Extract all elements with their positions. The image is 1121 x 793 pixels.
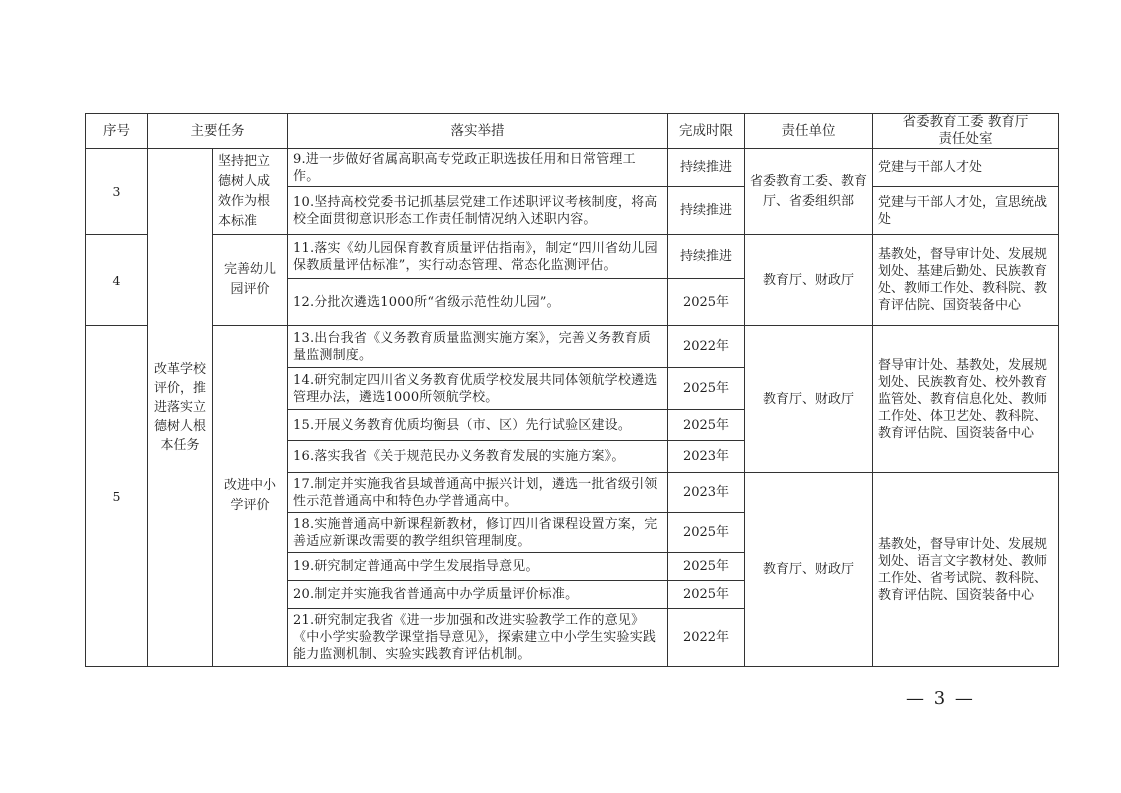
office-cell: 督导审计处、基教处，发展规划处、民族教育处、校外教育监管处、教育信息化处、教师工作处、体卫艺处、教科院、教育评估院、国资装备中心 [873,326,1059,473]
seq-cell: 3 [86,149,148,235]
office-cell: 基教处，督导审计处、发展规划处、语言文字教材处、教师工作处、省考试院、教科院、教育评估院、国资装备中心 [873,473,1059,667]
deadline-cell: 2025年 [668,410,745,441]
deadline-cell: 2022年 [668,609,745,667]
page-number: — 3 — [906,688,975,709]
office-cell: 党建与干部人才处，宣思统战处 [873,187,1059,235]
main-task-cell: 改革学校评价，推进落实立德树人根本任务 [148,149,213,667]
deadline-cell: 持续推进 [668,235,745,279]
deadline-cell: 2025年 [668,581,745,609]
measure-cell: 12.分批次遴选1000所“省级示范性幼儿园”。 [288,279,668,326]
table-row [86,326,1059,368]
table-row [86,149,1059,187]
unit-cell: 教育厅、财政厅 [745,235,873,326]
table-row [86,235,1059,279]
measure-cell: 20.制定并实施我省普通高中办学质量评价标准。 [288,581,668,609]
measure-cell: 15.开展义务教育优质均衡县（市、区）先行试验区建设。 [288,410,668,441]
unit-cell: 省委教育工委、教育厅、省委组织部 [745,149,873,235]
deadline-cell: 2025年 [668,368,745,410]
deadline-cell: 2023年 [668,441,745,473]
measure-cell: 16.落实我省《关于规范民办义务教育发展的实施方案》。 [288,441,668,473]
subtask-cell: 坚持把立德树人成效作为根本标准 [213,149,288,235]
header-row [86,114,1059,149]
header-seq: 序号 [86,114,148,149]
measure-cell: 11.落实《幼儿园保育教育质量评估指南》，制定“四川省幼儿园保教质量评估标准”，实行动态管理、常态化监测评估。 [288,235,668,279]
header-office: 省委教育工委 教育厅 责任处室 [873,114,1059,149]
subtask-cell: 完善幼儿园评价 [213,235,288,326]
office-cell: 党建与干部人才处 [873,149,1059,187]
task-table [85,113,1059,667]
header-unit: 责任单位 [745,114,873,149]
measure-cell: 17.制定并实施我省县域普通高中振兴计划，遴选一批省级引领性示范普通高中和特色办学普通高中。 [288,473,668,513]
header-task: 主要任务 [148,114,288,149]
subtask-cell: 改进中小学评价 [213,326,288,667]
measure-cell: 9.进一步做好省属高职高专党政正职选拔任用和日常管理工作。 [288,149,668,187]
measure-cell: 10.坚持高校党委书记抓基层党建工作述职评议考核制度，将高校全面贯彻意识形态工作责任制情况纳入述职内容。 [288,187,668,235]
unit-cell: 教育厅、财政厅 [745,473,873,667]
header-deadline: 完成时限 [668,114,745,149]
measure-cell: 19.研究制定普通高中学生发展指导意见。 [288,553,668,581]
header-measure: 落实举措 [288,114,668,149]
deadline-cell: 2025年 [668,553,745,581]
deadline-cell: 2025年 [668,279,745,326]
office-cell: 基教处，督导审计处、发展规划处、基建后勤处、民族教育处、教师工作处、教科院、教育评估院、国资装备中心 [873,235,1059,326]
seq-cell: 5 [86,326,148,667]
deadline-cell: 2022年 [668,326,745,368]
unit-cell: 教育厅、财政厅 [745,326,873,473]
deadline-cell: 2023年 [668,473,745,513]
deadline-cell: 2025年 [668,513,745,553]
measure-cell: 21.研究制定我省《进一步加强和改进实验教学工作的意见》《中小学实验教学课堂指导意见》，探索建立中小学生实验实践能力监测机制、实验实践教育评估机制。 [288,609,668,667]
measure-cell: 14.研究制定四川省义务教育优质学校发展共同体领航学校遴选管理办法，遴选1000所领航学校。 [288,368,668,410]
seq-cell: 4 [86,235,148,326]
deadline-cell: 持续推进 [668,149,745,187]
deadline-cell: 持续推进 [668,187,745,235]
measure-cell: 13.出台我省《义务教育质量监测实施方案》，完善义务教育质量监测制度。 [288,326,668,368]
measure-cell: 18.实施普通高中新课程新教材，修订四川省课程设置方案，完善适应新课改需要的教学组织管理制度。 [288,513,668,553]
